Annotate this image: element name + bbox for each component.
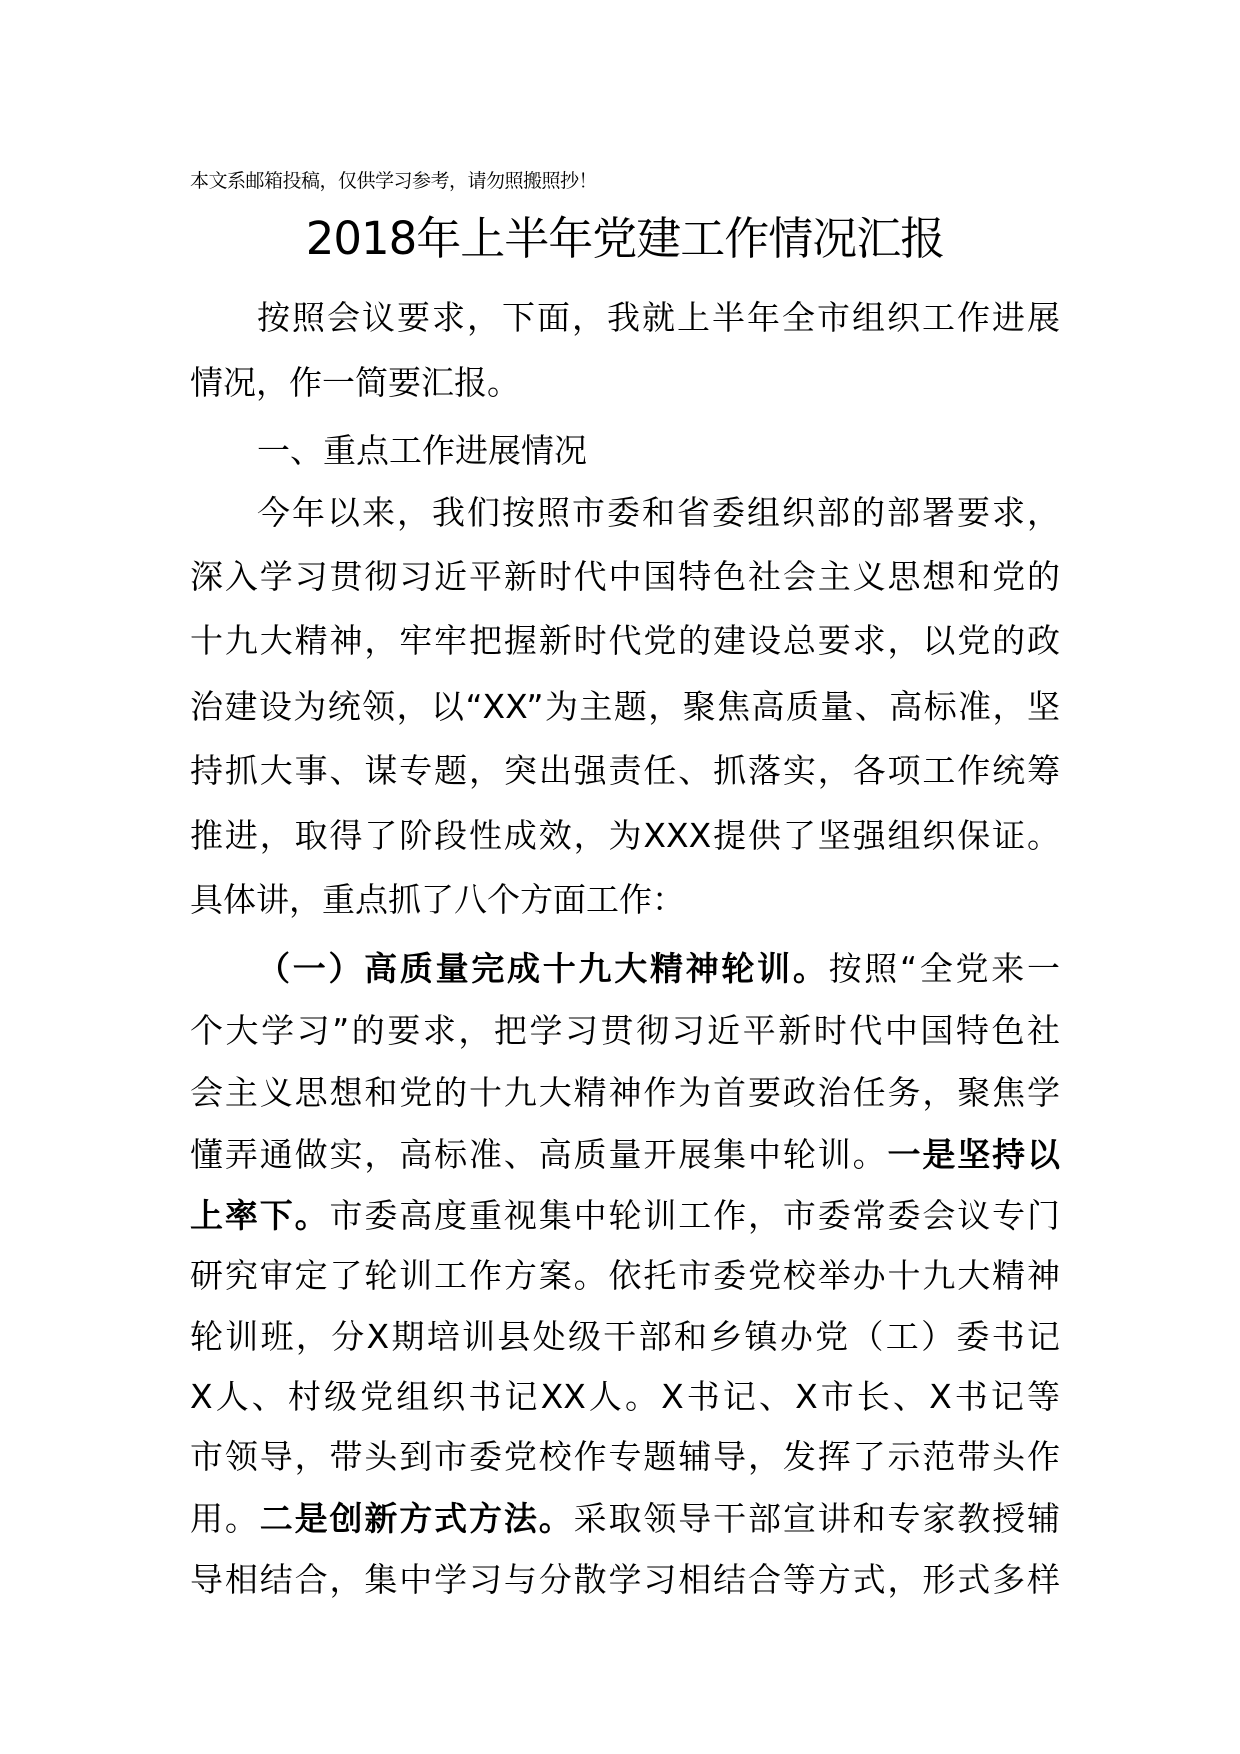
text-line	[190, 1317, 1060, 1357]
text-line	[190, 1011, 1060, 1051]
text-segment: 十九大精神，牢牢把握新时代党的建设总要求，以党的政	[190, 621, 1060, 660]
text-line	[190, 751, 1060, 791]
text-segment: 今年以来，我们按照市委和省委组织部的部署要求，	[257, 493, 1060, 532]
text-line	[190, 1560, 1060, 1600]
text-line	[257, 298, 1060, 338]
text-line	[190, 816, 1060, 856]
document-title: 2018年上半年党建工作情况汇报	[305, 212, 945, 265]
bold-text-segment: 上率下。	[190, 1196, 330, 1235]
text-line	[257, 493, 1060, 533]
text-segment: 持抓大事、谋专题，突出强责任、抓落实，各项工作统筹	[190, 751, 1060, 790]
text-segment: 推进，取得了阶段性成效，为XXX提供了坚强组织保证。	[190, 816, 1060, 855]
text-line	[190, 1499, 1060, 1539]
text-segment: 轮训班，分X期培训县处级干部和乡镇办党（工）委书记	[190, 1317, 1060, 1356]
text-segment: X人、村级党组织书记XX人。X书记、X市长、X书记等	[190, 1377, 1060, 1416]
text-line	[190, 880, 1060, 920]
text-line	[190, 621, 1060, 661]
text-line	[190, 1073, 1060, 1113]
copy-notice: 本文系邮箱投稿，仅供学习参考，请勿照搬照抄！	[190, 170, 598, 192]
text-segment: 深入学习贯彻习近平新时代中国特色社会主义思想和党的	[190, 557, 1060, 596]
text-segment: 会主义思想和党的十九大精神作为首要政治任务，聚焦学	[190, 1073, 1060, 1112]
bold-text-segment: （一）高质量完成十九大精神轮训。	[257, 949, 829, 988]
text-line	[257, 949, 1060, 989]
text-line	[190, 363, 1060, 403]
text-segment: 具体讲，重点抓了八个方面工作：	[190, 880, 685, 919]
text-segment: 懂弄通做实，高标准、高质量开展集中轮训。	[190, 1135, 888, 1174]
text-line	[190, 1377, 1060, 1417]
text-segment: 市领导，带头到市委党校作专题辅导，发挥了示范带头作	[190, 1437, 1060, 1476]
text-segment: 个大学习”的要求，把学习贯彻习近平新时代中国特色社	[190, 1011, 1060, 1050]
text-segment: 研究审定了轮训工作方案。依托市委党校举办十九大精神	[190, 1256, 1060, 1295]
text-segment: 情况，作一简要汇报。	[190, 363, 520, 402]
text-line	[190, 1135, 1060, 1175]
text-line	[190, 1196, 1060, 1236]
text-segment: 治建设为统领，以“XX”为主题，聚焦高质量、高标准，坚	[190, 687, 1060, 726]
text-segment: 用。	[190, 1499, 260, 1538]
bold-text-segment: 二是创新方式方法。	[259, 1499, 574, 1538]
text-line	[190, 557, 1060, 597]
text-segment: 按照“全党来一	[828, 949, 1060, 988]
text-segment: 导相结合，集中学习与分散学习相结合等方式，形式多样	[190, 1560, 1060, 1599]
text-segment: 按照会议要求，下面，我就上半年全市组织工作进展	[257, 298, 1060, 337]
text-line	[190, 1256, 1060, 1296]
text-segment: 一、重点工作进展情况	[257, 431, 587, 470]
text-line	[257, 431, 1060, 471]
text-segment: 市委高度重视集中轮训工作，市委常委会议专门	[329, 1196, 1060, 1235]
text-line	[190, 1437, 1060, 1477]
text-segment: 采取领导干部宣讲和专家教授辅	[573, 1499, 1060, 1538]
text-line	[190, 687, 1060, 727]
bold-text-segment: 一是坚持以	[887, 1135, 1060, 1174]
